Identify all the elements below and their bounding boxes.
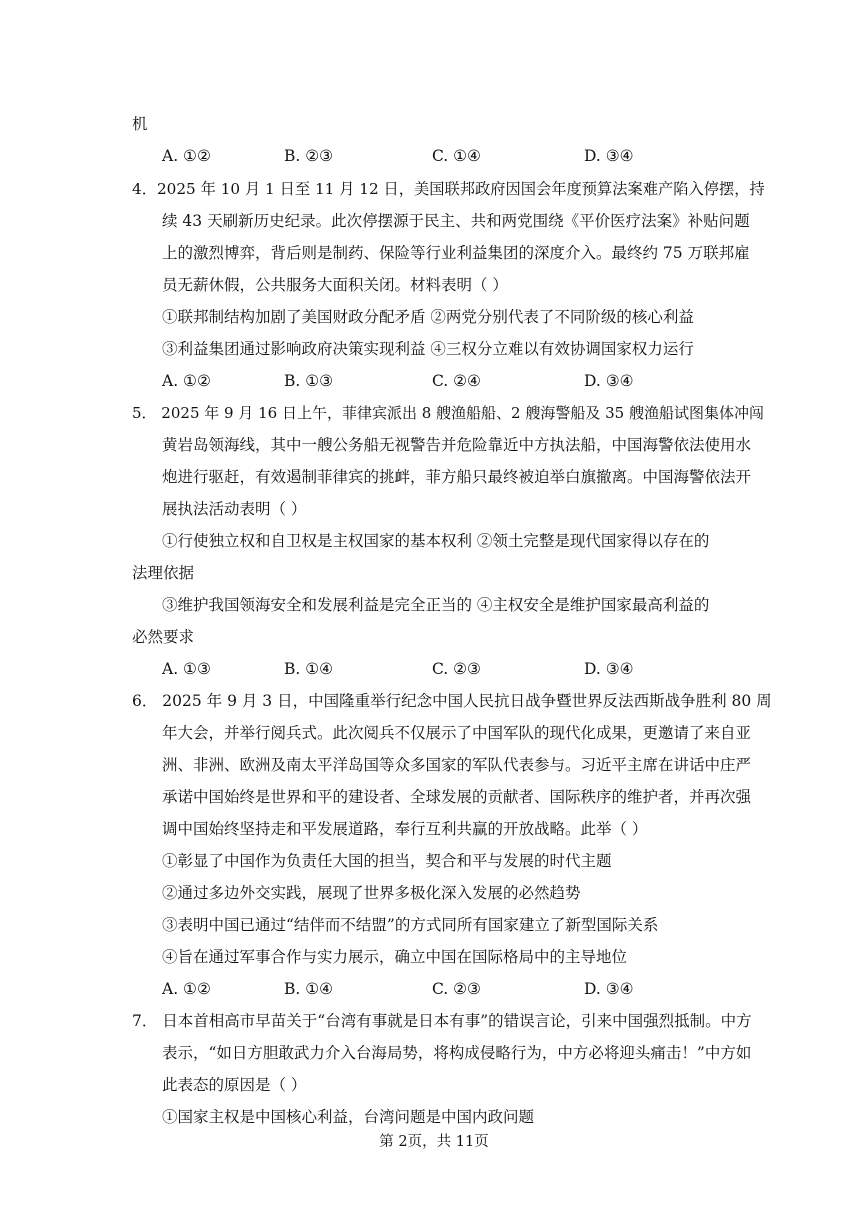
q3-option-c: C. ①④ — [432, 147, 481, 165]
q3-options — [162, 146, 762, 166]
q6-option-b: B. ①④ — [284, 980, 334, 998]
q6-statement-line: ②通过多边外交实践，展现了世界多极化深入发展的必然趋势 — [162, 884, 581, 902]
q4-stem-line: 4．2025 年 10 月 1 日至 11 月 12 日，美国联邦政府因国会年度预算法案难产陷入停摆，持 — [132, 180, 765, 198]
q5-statement-line: 必然要求 — [132, 628, 195, 646]
q4-option-b: B. ①③ — [284, 372, 334, 390]
q7-stem-line: 表示，“如日方胆敢武力介入台海局势，将构成侵略行为，中方必将迎头痛击！”中方如 — [162, 1044, 752, 1062]
q4-statement-line: ①联邦制结构加剧了美国财政分配矛盾 ②两党分别代表了不同阶级的核心利益 — [162, 308, 694, 326]
q4-stem-line: 上的激烈博弈，背后则是制药、保险等行业利益集团的深度介入。最终约 75 万联邦雇 — [162, 244, 750, 262]
q5-option-b: B. ①④ — [284, 660, 334, 678]
q5-option-d: D. ③④ — [584, 660, 634, 678]
q5-stem-line: 5． 2025 年 9 月 16 日上午，菲律宾派出 8 艘渔船船、2 艘海警船及 35 艘渔船试图集体冲闯 — [132, 404, 764, 422]
q5-stem-line: 展执法活动表明（ ） — [162, 500, 307, 518]
q4-statement-line: ③利益集团通过影响政府决策实现利益 ④三权分立难以有效协调国家权力运行 — [162, 340, 694, 358]
q3-option-a: A. ①② — [162, 147, 211, 165]
q6-stem-line: 年大会，并举行阅兵式。此次阅兵不仅展示了中国军队的现代化成果，更邀请了来自亚 — [162, 724, 752, 742]
q7-stem-line: 7． 日本首相高市早苗关于“台湾有事就是日本有事”的错误言论，引来中国强烈抵制。中方 — [132, 1012, 752, 1030]
q3-option-d: D. ③④ — [584, 147, 634, 165]
q6-stem-line: 洲、非洲、欧洲及南太平洋岛国等众多国家的军队代表参与。习近平主席在讲话中庄严 — [162, 756, 752, 774]
q5-options — [162, 659, 762, 679]
q4-options — [162, 371, 762, 391]
q5-statement-line: ③维护我国领海安全和发展利益是完全正当的 ④主权安全是维护国家最高利益的 — [162, 596, 710, 614]
q5-option-c: C. ②③ — [432, 660, 481, 678]
q6-stem-line: 调中国始终坚持走和平发展道路，奉行互利共赢的开放战略。此举（ ） — [162, 820, 648, 838]
q6-option-a: A. ①② — [162, 980, 211, 998]
q6-statement-line: ③表明中国已通过“结伴而不结盟”的方式同所有国家建立了新型国际关系 — [162, 916, 659, 934]
q4-option-d: D. ③④ — [584, 372, 634, 390]
q6-statement-line: ④旨在通过军事合作与实力展示，确立中国在国际格局中的主导地位 — [162, 948, 628, 966]
q4-option-a: A. ①② — [162, 372, 211, 390]
q5-option-a: A. ①③ — [162, 660, 211, 678]
q6-stem-line: 承诺中国始终是世界和平的建设者、全球发展的贡献者、国际秩序的维护者，并再次强 — [162, 788, 752, 806]
q7-statement-line: ①国家主权是中国核心利益，台湾问题是中国内政问题 — [162, 1108, 535, 1126]
q6-option-c: C. ②③ — [432, 980, 481, 998]
q6-option-d: D. ③④ — [584, 980, 634, 998]
q6-statement-line: ①彰显了中国作为负责任大国的担当，契合和平与发展的时代主题 — [162, 852, 612, 870]
q4-stem-line: 续 43 天刷新历史纪录。此次停摆源于民主、共和两党围绕《平价医疗法案》补贴问题 — [162, 212, 750, 230]
q5-stem-line: 黄岩岛领海线，其中一艘公务船无视警告并危险靠近中方执法船，中国海警依法使用水 — [162, 436, 752, 454]
q7-stem-line: 此表态的原因是（ ） — [162, 1076, 307, 1094]
q4-stem-line: 员无薪休假，公共服务大面积关闭。材料表明（ ） — [162, 276, 508, 294]
q5-statement-line: ①行使独立权和自卫权是主权国家的基本权利 ②领土完整是现代国家得以存在的 — [162, 532, 710, 550]
q3-tail-text: 机 — [132, 115, 148, 133]
q3-option-b: B. ②③ — [284, 147, 334, 165]
q6-options — [162, 979, 762, 999]
page-number-footer: 第 2页，共 11页 — [379, 1134, 489, 1150]
q5-statement-line: 法理依据 — [132, 564, 195, 582]
q4-option-c: C. ②④ — [432, 372, 481, 390]
q6-stem-line: 6． 2025 年 9 月 3 日，中国隆重举行纪念中国人民抗日战争暨世界反法西斯战争胜利 80 周 — [132, 692, 772, 710]
q5-stem-line: 炮进行驱赶，有效遏制菲律宾的挑衅，菲方船只最终被迫举白旗撤离。中国海警依法开 — [162, 468, 752, 486]
